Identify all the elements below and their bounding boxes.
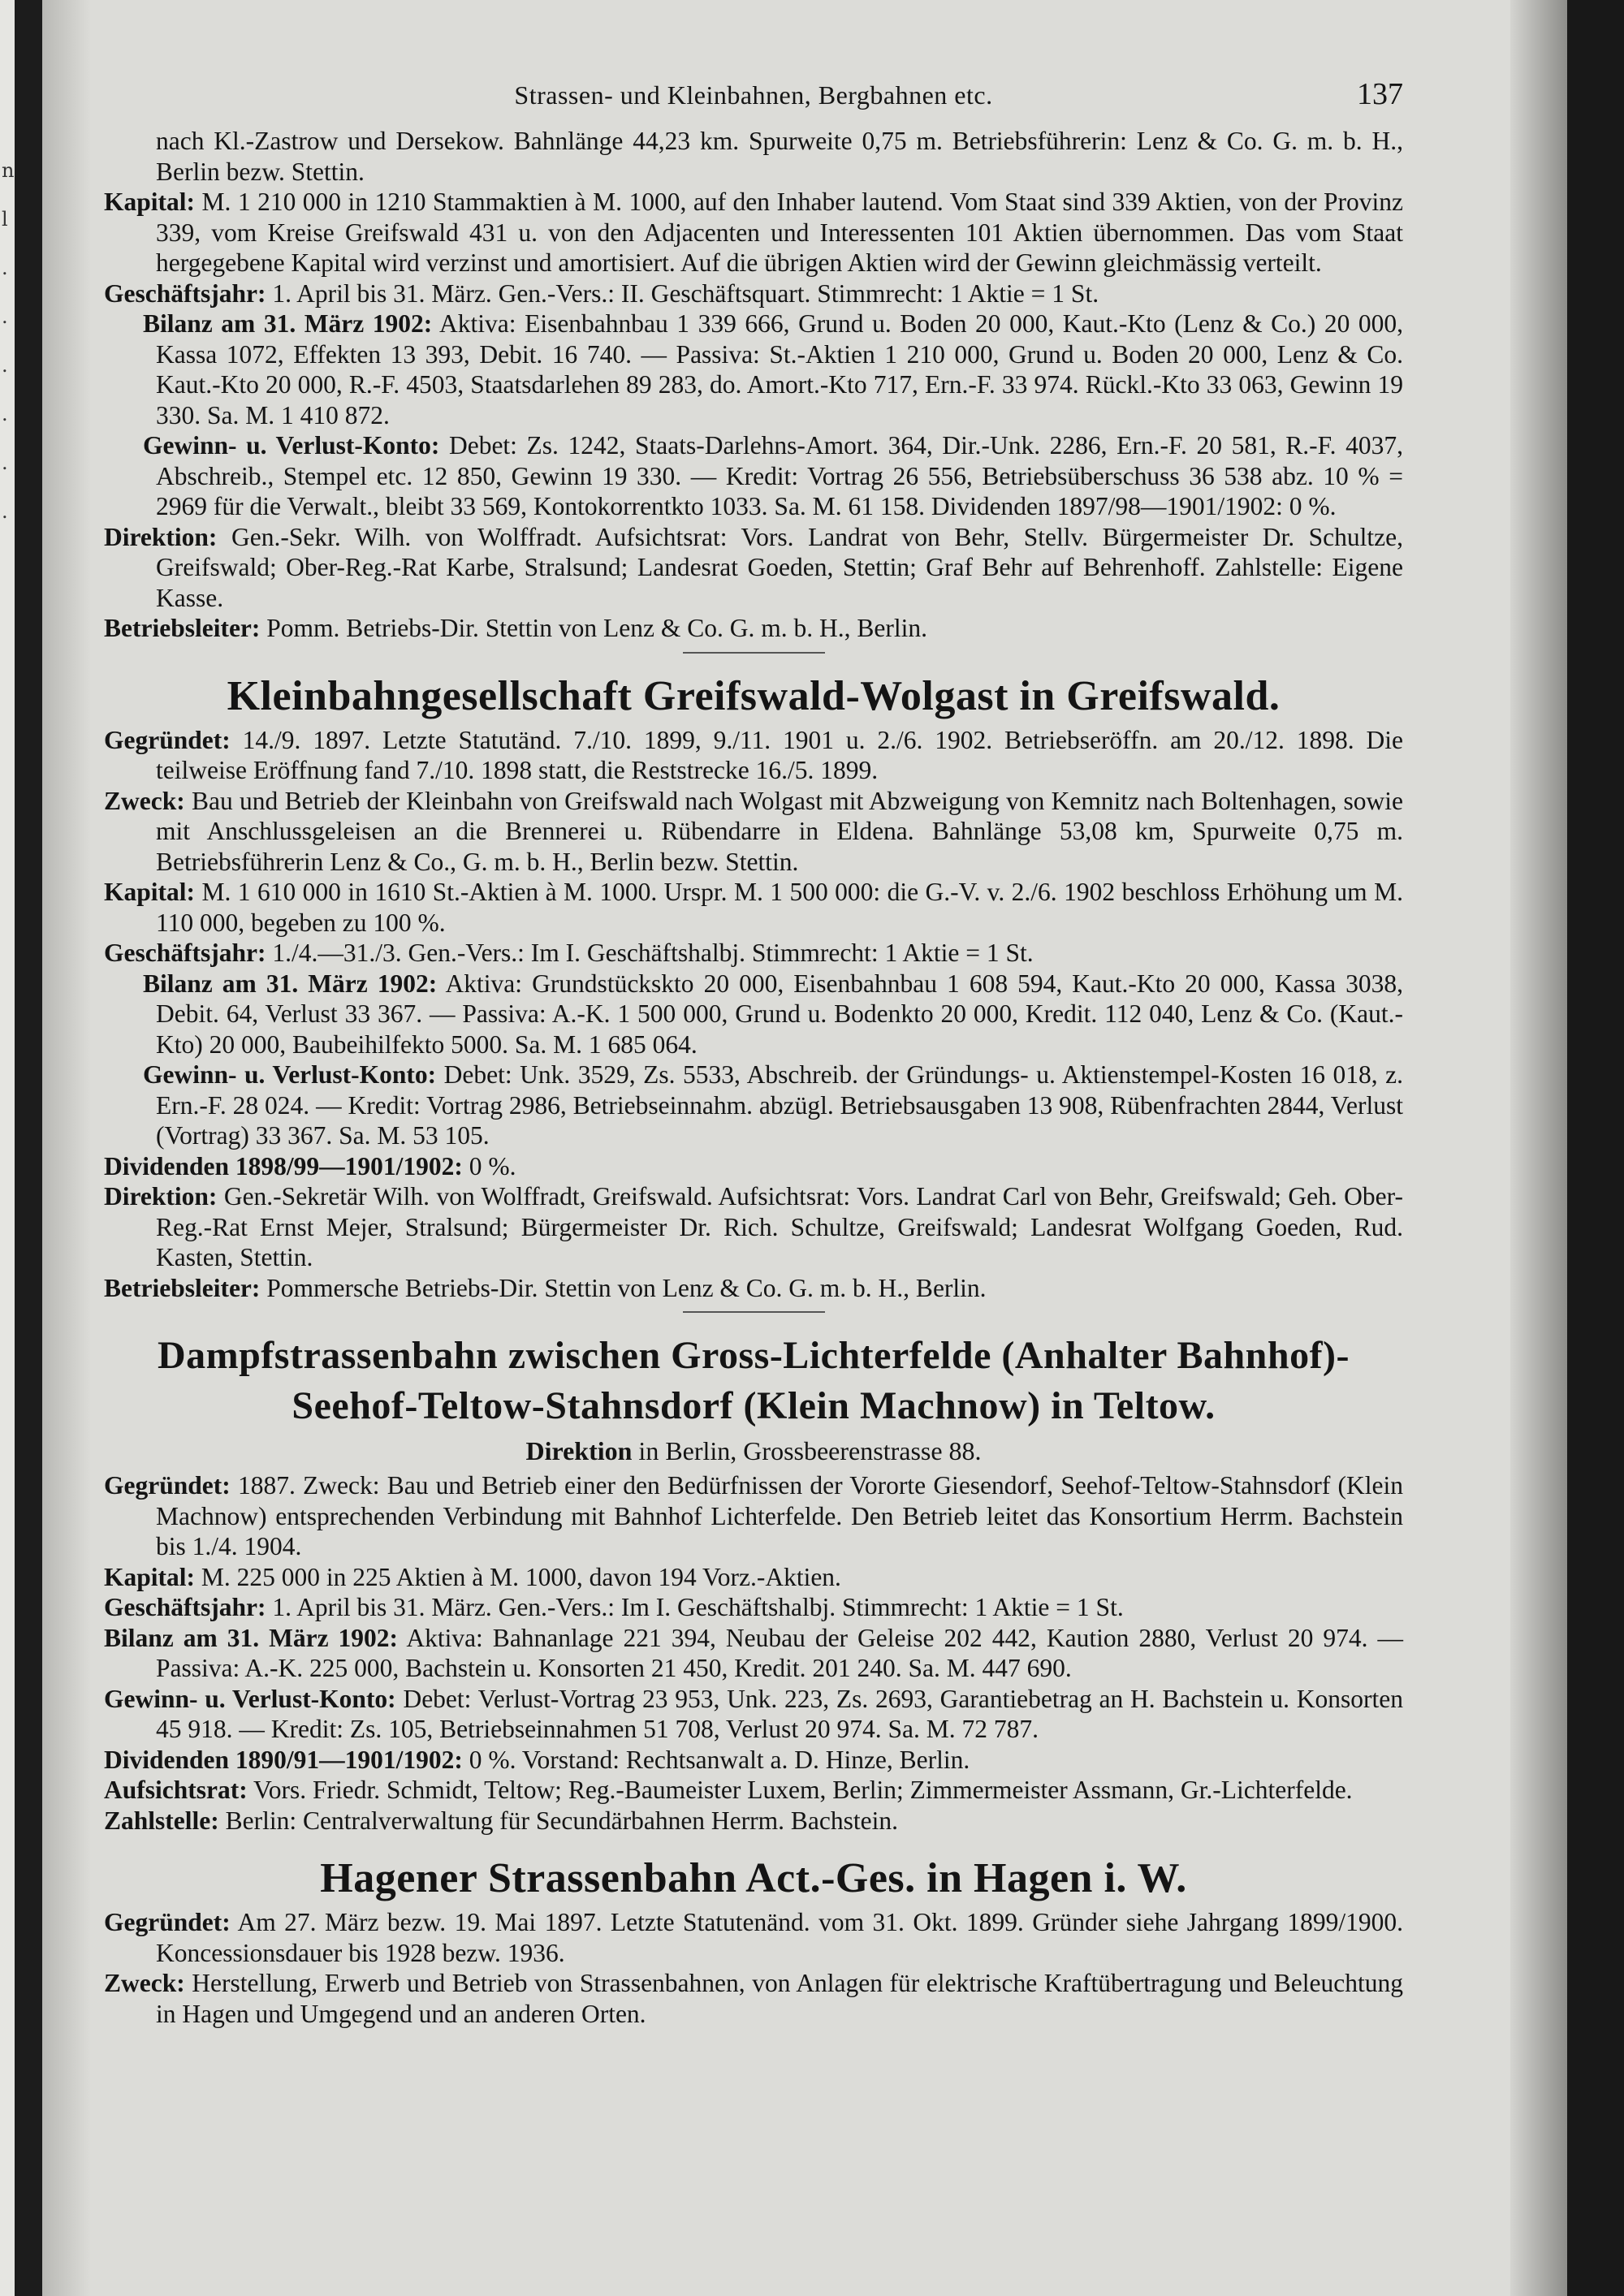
page-number: 137 — [1357, 77, 1403, 111]
entry-direktion: Direktion: Gen.-Sekretär Wilh. von Wolffradt, Greifswald. Aufsichtsrat: Vors. Landrat Carl von Behr, Greifswald; Geh. Ober-Reg.-Rat Ernst Mejer, Stralsund; Bürgermeister Dr. Rich. Schultze, Greifswald; Landesrat Wolfgang Goeden, Rud. Kasten, Stettin. — [104, 1182, 1403, 1271]
entry-aufsichtsrat: Aufsichtsrat: Vors. Friedr. Schmidt, Teltow; Reg.-Baumeister Luxem, Berlin; Zimmermeister Assmann, Gr.-Lichterfelde. — [104, 1776, 1353, 1804]
entry-geschaeftsjahr: Geschäftsjahr: 1./4.—31./3. Gen.-Vers.: Im I. Geschäftshalbj. Stimmrecht: 1 Aktie = 1 St. — [104, 939, 1034, 967]
entry-betriebsleiter: Betriebsleiter: Pommersche Betriebs-Dir. Stettin von Lenz & Co. G. m. b. H., Berlin. — [104, 1273, 987, 1302]
document-page — [104, 78, 1403, 2270]
section-title: Kleinbahngesellschaft Greifswald-Wolgast in Greifswald. — [227, 672, 1281, 719]
section-greifswald-wolgast — [104, 671, 1403, 1304]
entry-direktion: Direktion: Gen.-Sekr. Wilh. von Wolffradt. Aufsichtsrat: Vors. Landrat von Behr, Stellv. Bürgermeister Dr. Schultze, Greifswald; Ober-Reg.-Rat Karbe, Stralsund; Landesrat Goeden, Stettin; Graf Behr auf Behrenhoff. Zahlstelle: Eigene Kasse. — [104, 522, 1404, 612]
entry-gewinn-verlust: Gewinn- u. Verlust-Konto: Debet: Unk. 3529, Zs. 5533, Abschreib. der Gründungs- u. Aktienstempel-Kosten 16 018, z. Ern.-F. 28 024. — Kredit: Vortrag 2986, Betriebseinnahm. abzügl. Betriebsausgaben 13 908, Rübenfrachten 2844, Verlust (Vortrag) 33 367. Sa. M. 53 105. — [143, 1060, 1403, 1150]
section-title: Hagener Strassenbahn Act.-Ges. in Hagen i. W. — [320, 1855, 1187, 1901]
entry-paragraph: nach Kl.-Zastrow und Dersekow. Bahnlänge 44,23 km. Spurweite 0,75 m. Betriebsführerin: Lenz & Co. G. m. b. H., Berlin bezw. Stettin. — [156, 127, 1403, 186]
entry-zweck: Zweck: Bau und Betrieb der Kleinbahn von Greifswald nach Wolgast mit Abzweigung von Kemnitz nach Boltenhagen, sowie mit Anschlussgeleisen an die Brennerei u. Rübendarre in Eldena. Bahnlänge 53,08 km, Spurweite 0,75 m. Betriebsführerin Lenz & Co., G. m. b. H., Berlin bezw. Stettin. — [104, 786, 1404, 876]
entry-betriebsleiter: Betriebsleiter: Pomm. Betriebs-Dir. Stettin von Lenz & Co. G. m. b. H., Berlin. — [104, 614, 927, 642]
entry-bilanz: Bilanz am 31. März 1902: Aktiva: Eisenbahnbau 1 339 666, Grund u. Boden 20 000, Kaut.-Kto (Lenz & Co.) 20 000, Kassa 1072, Effekten 13 393, Debit. 16 740. — Passiva: St.-Aktien 1 210 000, Grund u. Boden 20 000, Lenz & Co. Kaut.-Kto 20 000, R.-F. 4503, Staatsdarlehen 89 283, do. Amort.-Kto 717, Ern.-F. 33 974. Rückl.-Kto 33 063, Gewinn 19 330. Sa. M. 1 410 872. — [143, 309, 1404, 429]
running-header — [104, 78, 1403, 111]
section-hagen — [104, 1854, 1403, 2029]
entry-gegruendet: Gegründet: Am 27. März bezw. 19. Mai 1897. Letzte Statutenänd. vom 31. Okt. 1899. Gründer siehe Jahrgang 1899/1900. Koncessionsdauer bis 1928 bezw. 1936. — [104, 1908, 1404, 1967]
section-title: Dampfstrassenbahn zwischen Gross-Lichterfelde (Anhalter Bahnhof)-Seehof-Teltow-Stahnsdorf (Klein Machnow) in Teltow. — [157, 1334, 1350, 1427]
margin-marks: n l . . . . . . — [2, 159, 15, 523]
entry-bilanz: Bilanz am 31. März 1902: Aktiva: Bahnanlage 221 394, Neubau der Geleise 202 442, Kaution 2880, Verlust 20 974. — Passiva: A.-K. 225 000, Bachstein u. Konsorten 21 450, Kredit. 201 240. Sa. M. 447 690. — [104, 1623, 1404, 1682]
page-curl-shadow-right — [1510, 0, 1567, 2296]
binding-edge-left — [15, 0, 42, 2296]
entry-gegruendet: Gegründet: 14./9. 1897. Letzte Statutänd. 7./10. 1899, 9./11. 1901 u. 2./6. 1902. Betriebseröffn. am 20./12. 1898. Die teilweise Eröffnung fand 7./10. 1898 statt, die Reststrecke 16./5. 1899. — [104, 725, 1404, 784]
entry-dividenden: Dividenden 1898/99—1901/1902: 0 %. — [104, 1151, 516, 1180]
section-separator — [683, 652, 825, 654]
running-title: Strassen- und Kleinbahnen, Bergbahnen etc. — [514, 80, 993, 110]
section-subtitle: Direktion in Berlin, Grossbeerenstrasse 88. — [525, 1436, 982, 1465]
section-continuation — [104, 126, 1403, 644]
entry-zweck: Zweck: Herstellung, Erwerb und Betrieb von Strassenbahnen, von Anlagen für elektrische Kraftübertragung und Beleuchtung in Hagen und Umgegend und an anderen Orten. — [104, 1969, 1404, 2028]
entry-kapital: Kapital: M. 1 210 000 in 1210 Stammaktien à M. 1000, auf den Inhaber lautend. Vom Staat sind 339 Aktien, von der Provinz 339, vom Kreise Greifswald 431 u. von den Adjacenten und Interessenten 101 Aktien übernommen. Das vom Staat hergegebene Kapital wird verzinst und amortisiert. Auf die übrigen Aktien wird der Gewinn gleichmässig verteilt. — [104, 188, 1404, 277]
entry-kapital: Kapital: M. 1 610 000 in 1610 St.-Aktien à M. 1000. Urspr. M. 1 500 000: die G.-V. v. 2./6. 1902 beschloss Erhöhung um M. 110 000, begeben zu 100 %. — [104, 878, 1403, 937]
entry-gewinn-verlust: Gewinn- u. Verlust-Konto: Debet: Verlust-Vortrag 23 953, Unk. 223, Zs. 2693, Garantiebetrag an H. Bachstein u. Konsorten 45 918. — Kredit: Zs. 105, Betriebseinnahmen 51 708, Verlust 20 974. Sa. M. 72 787. — [104, 1684, 1404, 1743]
entry-zahlstelle: Zahlstelle: Berlin: Centralverwaltung für Secundärbahnen Herrm. Bachstein. — [104, 1806, 898, 1835]
entry-bilanz: Bilanz am 31. März 1902: Aktiva: Grundstückskto 20 000, Eisenbahnbau 1 608 594, Kaut.-Kto 20 000, Kassa 3038, Debit. 64, Verlust 33 367. — Passiva: A.-K. 1 500 000, Grund u. Bodenkto 20 000, Kredit. 112 040, Lenz & Co. (Kaut.-Kto) 20 000, Baubeihilfekto 5000. Sa. M. 1 685 064. — [143, 969, 1404, 1059]
entry-kapital: Kapital: M. 225 000 in 225 Aktien à M. 1000, davon 194 Vorz.-Aktien. — [104, 1562, 841, 1591]
entry-gewinn-verlust: Gewinn- u. Verlust-Konto: Debet: Zs. 1242, Staats-Darlehns-Amort. 364, Dir.-Unk. 2286, Ern.-F. 20 581, R.-F. 4037, Abschreib., Stempel etc. 12 850, Gewinn 19 330. — Kredit: Vortrag 26 556, Betriebsüberschuss 36 538 abz. 10 % = 2969 für die Verwalt., bleibt 33 569, Kontokorrentkto 1033. Sa. M. 61 158. Dividenden 1897/98—1901/1902: 0 %. — [143, 431, 1404, 520]
section-lichterfelde-teltow — [104, 1331, 1403, 1836]
gutter-shadow — [42, 0, 91, 2296]
entry-gegruendet: Gegründet: 1887. Zweck: Bau und Betrieb einer den Bedürfnissen der Vororte Giesendorf, Seehof-Teltow-Stahnsdorf (Klein Machnow) entsprechenden Verbindung mit Bahnhof Lichterfelde. Den Betrieb leitet das Konsortium Herrm. Bachstein bis 1./4. 1904. — [104, 1471, 1403, 1560]
entry-geschaeftsjahr: Geschäftsjahr: 1. April bis 31. März. Gen.-Vers.: II. Geschäftsquart. Stimmrecht: 1 Aktie = 1 St. — [104, 278, 1099, 308]
entry-geschaeftsjahr: Geschäftsjahr: 1. April bis 31. März. Gen.-Vers.: Im I. Geschäftshalbj. Stimmrecht: 1 Aktie = 1 St. — [104, 1593, 1124, 1621]
section-separator — [683, 1311, 825, 1313]
entry-dividenden: Dividenden 1890/91—1901/1902: 0 %. Vorstand: Rechtsanwalt a. D. Hinze, Berlin. — [104, 1745, 970, 1774]
binding-edge-right — [1567, 0, 1624, 2296]
